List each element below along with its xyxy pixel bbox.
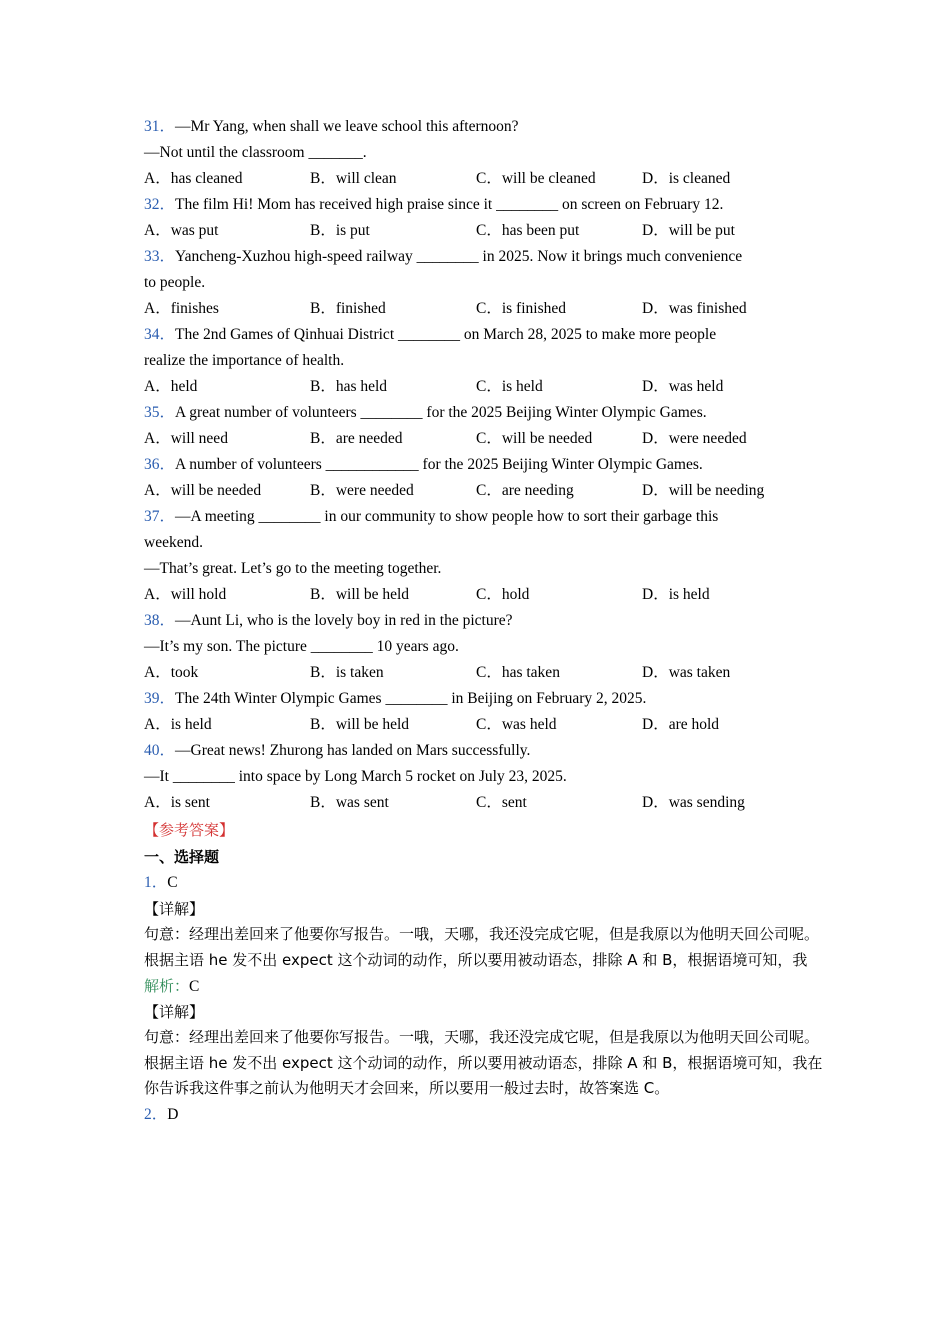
option-row <box>144 374 824 400</box>
answer-option: D．is held <box>642 586 710 603</box>
document-page <box>144 114 824 1128</box>
section-title: 一、选择题 <box>144 848 220 866</box>
answer-option: B．has held <box>310 378 388 395</box>
answer-value: D <box>167 1105 179 1123</box>
option-row <box>144 296 824 322</box>
question-text: to people. <box>144 274 206 291</box>
question-list <box>144 114 824 816</box>
answer-option: D．were needed <box>642 430 747 447</box>
option-row <box>144 712 824 738</box>
analysis-value: C <box>189 978 200 995</box>
answer-option: C．are needing <box>476 482 574 499</box>
question-stem-continued <box>144 270 824 296</box>
answer-option: A．took <box>144 664 199 681</box>
option-row <box>144 660 824 686</box>
answer-option: C．hold <box>476 586 530 603</box>
answer-option: D．will be put <box>642 222 735 239</box>
question-text: —Not until the classroom _______. <box>144 144 367 161</box>
answer-option: A．will need <box>144 430 228 447</box>
question-text: —Great news! Zhurong has landed on Mars successfully. <box>175 742 531 759</box>
detail-paragraph: 根据主语 he 发不出 expect 这个动词的动作，所以要用被动语态，排除 A 和 B，根据语境可知，我在你告诉我这件事之前认为他明天才会回来，所以要用一般过去时，故答案选 C。 <box>144 1053 823 1097</box>
question-text: —A meeting ________ in our community to show people how to sort their garbage this <box>175 508 719 525</box>
answer-option: B．are needed <box>310 430 403 447</box>
question-item <box>144 322 824 400</box>
answer-number: 2． <box>144 1105 168 1123</box>
answer-option: A．has cleaned <box>144 170 243 187</box>
option-row <box>144 582 824 608</box>
question-stem <box>144 452 824 478</box>
question-number: 38． <box>144 612 176 629</box>
answer-2 <box>144 1102 824 1128</box>
question-item <box>144 504 824 608</box>
option-row <box>144 166 824 192</box>
question-item <box>144 738 824 816</box>
option-row <box>144 218 824 244</box>
question-stem-continued <box>144 140 824 166</box>
question-number: 33． <box>144 248 176 265</box>
answer-option: C．has been put <box>476 222 580 239</box>
question-stem <box>144 608 824 634</box>
question-item <box>144 114 824 192</box>
answer-option: D．was sending <box>642 794 745 811</box>
answer-option: B．is put <box>310 222 370 239</box>
question-stem <box>144 738 824 764</box>
answer-option: C．sent <box>476 794 527 811</box>
question-number: 39． <box>144 690 176 707</box>
question-stem-continued <box>144 348 824 374</box>
answer-option: B．finished <box>310 300 386 317</box>
answer-option: B．will clean <box>310 170 397 187</box>
detail-label: 【详解】 <box>144 1003 205 1021</box>
question-text: —It’s my son. The picture ________ 10 years ago. <box>144 638 459 655</box>
answer-option: D．will be needing <box>642 482 765 499</box>
analysis-label: 解析： <box>144 977 190 995</box>
question-text: —That’s great. Let’s go to the meeting together. <box>144 560 442 577</box>
question-stem <box>144 504 824 530</box>
question-number: 32． <box>144 196 176 213</box>
question-item <box>144 192 824 244</box>
question-text: —Mr Yang, when shall we leave school this afternoon? <box>175 118 519 135</box>
question-stem <box>144 244 824 270</box>
question-stem <box>144 686 824 712</box>
question-text: —Aunt Li, who is the lovely boy in red in the picture? <box>175 612 513 629</box>
answer-option: B．was sent <box>310 794 389 811</box>
question-number: 31． <box>144 118 176 135</box>
option-row <box>144 426 824 452</box>
answer-option: B．is taken <box>310 664 384 681</box>
answer-option: A．will hold <box>144 586 227 603</box>
detail-label: 【详解】 <box>144 900 205 918</box>
question-text: A number of volunteers ____________ for the 2025 Beijing Winter Olympic Games. <box>175 456 703 473</box>
question-number: 36． <box>144 456 176 473</box>
answer-option: C．is finished <box>476 300 566 317</box>
answer-option: C．will be needed <box>476 430 593 447</box>
answer-option: C．will be cleaned <box>476 170 596 187</box>
question-stem <box>144 400 824 426</box>
question-item <box>144 608 824 686</box>
answer-option: A．is sent <box>144 794 210 811</box>
question-item <box>144 686 824 738</box>
detail-paragraph: 根据主语 he 发不出 expect 这个动词的动作，所以要用被动语态，排除 A 和 B，根据语境可知，我 <box>144 950 808 969</box>
answer-option: B．will be held <box>310 586 410 603</box>
answer-option: C．is held <box>476 378 543 395</box>
answer-option: B．will be held <box>310 716 410 733</box>
question-number: 37． <box>144 508 176 525</box>
answer-number: 1． <box>144 874 168 891</box>
answer-option: A．held <box>144 378 198 395</box>
option-row <box>144 790 824 816</box>
answer-option: D．was held <box>642 378 724 395</box>
question-text: Yancheng-Xuzhou high-speed railway ________ in 2025. Now it brings much convenience <box>175 248 743 265</box>
question-number: 35． <box>144 404 176 421</box>
option-row <box>144 478 824 504</box>
question-text: The 24th Winter Olympic Games ________ in Beijing on February 2, 2025. <box>175 690 647 707</box>
analysis-line <box>144 973 824 999</box>
detail-paragraph: 句意：经理出差回来了他要你写报告。一哦，天哪，我还没完成它呢，但是我原以为他明天回公司呢。 <box>144 1028 820 1046</box>
answer-option: C．has taken <box>476 664 560 681</box>
question-text: A great number of volunteers ________ for the 2025 Beijing Winter Olympic Games. <box>175 404 707 421</box>
question-text: realize the importance of health. <box>144 352 345 369</box>
answer-option: B．were needed <box>310 482 414 499</box>
question-stem <box>144 114 824 140</box>
answer-value: C <box>167 874 178 891</box>
question-text: weekend. <box>144 534 203 551</box>
question-text: —It ________ into space by Long March 5 rocket on July 23, 2025. <box>144 768 567 785</box>
answer-option: A．is held <box>144 716 212 733</box>
detail-paragraph: 句意：经理出差回来了他要你写报告。一哦，天哪，我还没完成它呢，但是我原以为他明天回公司呢。 <box>144 925 820 943</box>
question-stem <box>144 322 824 348</box>
question-stem <box>144 192 824 218</box>
question-number: 34． <box>144 326 176 343</box>
answer-1 <box>144 870 824 896</box>
question-stem-continued <box>144 634 824 660</box>
answer-option: A．will be needed <box>144 482 262 499</box>
question-item <box>144 244 824 322</box>
question-text: The 2nd Games of Qinhuai District ________ on March 28, 2025 to make more people <box>175 326 717 343</box>
answer-option: D．is cleaned <box>642 170 731 187</box>
answer-option: D．was finished <box>642 300 747 317</box>
answer-option: A．was put <box>144 222 219 239</box>
question-item <box>144 452 824 504</box>
question-number: 40． <box>144 742 176 759</box>
answer-option: D．was taken <box>642 664 731 681</box>
question-item <box>144 400 824 452</box>
answer-option: D．are hold <box>642 716 720 733</box>
answer-option: A．finishes <box>144 300 219 317</box>
question-stem-continued <box>144 764 824 790</box>
question-stem-continued <box>144 530 824 556</box>
question-stem-continued <box>144 556 824 582</box>
answer-option: C．was held <box>476 716 557 733</box>
question-text: The film Hi! Mom has received high praise since it ________ on screen on February 12. <box>175 196 724 213</box>
answer-key-title: 【参考答案】 <box>144 821 235 839</box>
